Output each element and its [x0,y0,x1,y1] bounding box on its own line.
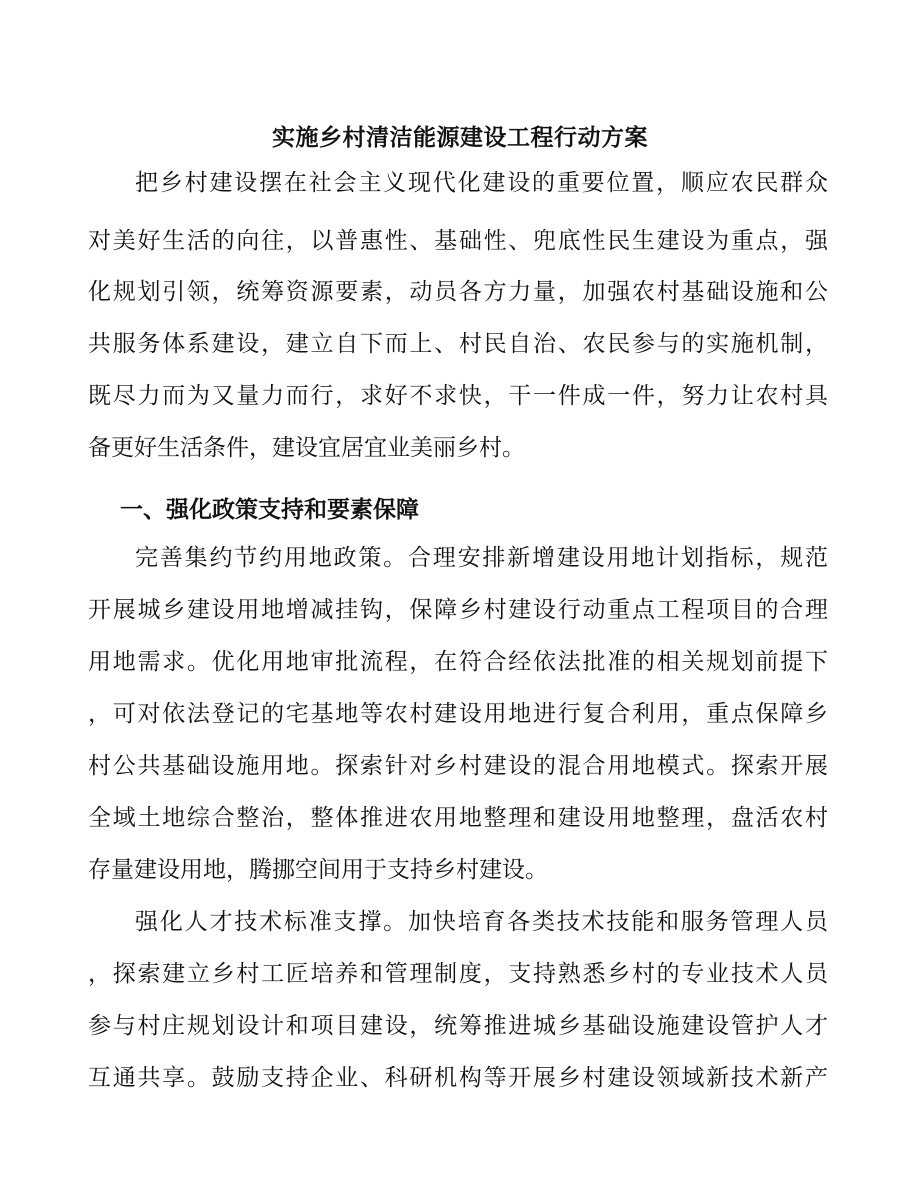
paragraph1-line-1: 完善集约节约用地政策。合理安排新增建设用地计划指标，规范 [135,545,828,571]
intro-line-1: 把乡村建设摆在社会主义现代化建设的重要位置，顺应农民群众 [135,170,828,196]
paragraph1-line-5: 村公共基础设施用地。探索针对乡村建设的混合用地模式。探索开展 [88,753,828,779]
intro-line-6: 备更好生活条件，建设宜居宜业美丽乡村。 [88,435,525,461]
paragraph2-line-3: 参与村庄规划设计和项目建设，统筹推进城乡基础设施建设管护人才 [88,1013,828,1039]
intro-line-5: 既尽力而为又量力而行，求好不求快，干一件成一件，努力让农村具 [88,383,828,409]
paragraph1-line-7: 存量建设用地，腾挪空间用于支持乡村建设。 [88,857,548,883]
document-title: 实施乡村清洁能源建设工程行动方案 [272,125,648,151]
section-heading: 一、强化政策支持和要素保障 [120,497,419,523]
intro-line-2: 对美好生活的向往，以普惠性、基础性、兜底性民生建设为重点，强 [88,228,828,254]
paragraph1-line-2: 开展城乡建设用地增减挂钩，保障乡村建设行动重点工程项目的合理 [88,597,828,623]
paragraph2-line-1: 强化人才技术标准支撑。加快培育各类技术技能和服务管理人员 [135,909,828,935]
paragraph2-line-4: 互通共享。鼓励支持企业、科研机构等开展乡村建设领域新技术新产 [88,1065,828,1091]
intro-line-3: 化规划引领，统筹资源要素，动员各方力量，加强农村基础设施和公 [88,279,828,305]
intro-line-4: 共服务体系建设，建立自下而上、村民自治、农民参与的实施机制， [88,331,828,357]
paragraph1-line-6: 全域土地综合整治，整体推进农用地整理和建设用地整理，盘活农村 [88,805,828,831]
paragraph1-line-3: 用地需求。优化用地审批流程，在符合经依法批准的相关规划前提下 [88,649,828,675]
paragraph2-line-2: ，探索建立乡村工匠培养和管理制度，支持熟悉乡村的专业技术人员 [88,961,828,987]
paragraph1-line-4: ，可对依法登记的宅基地等农村建设用地进行复合利用，重点保障乡 [88,701,828,727]
